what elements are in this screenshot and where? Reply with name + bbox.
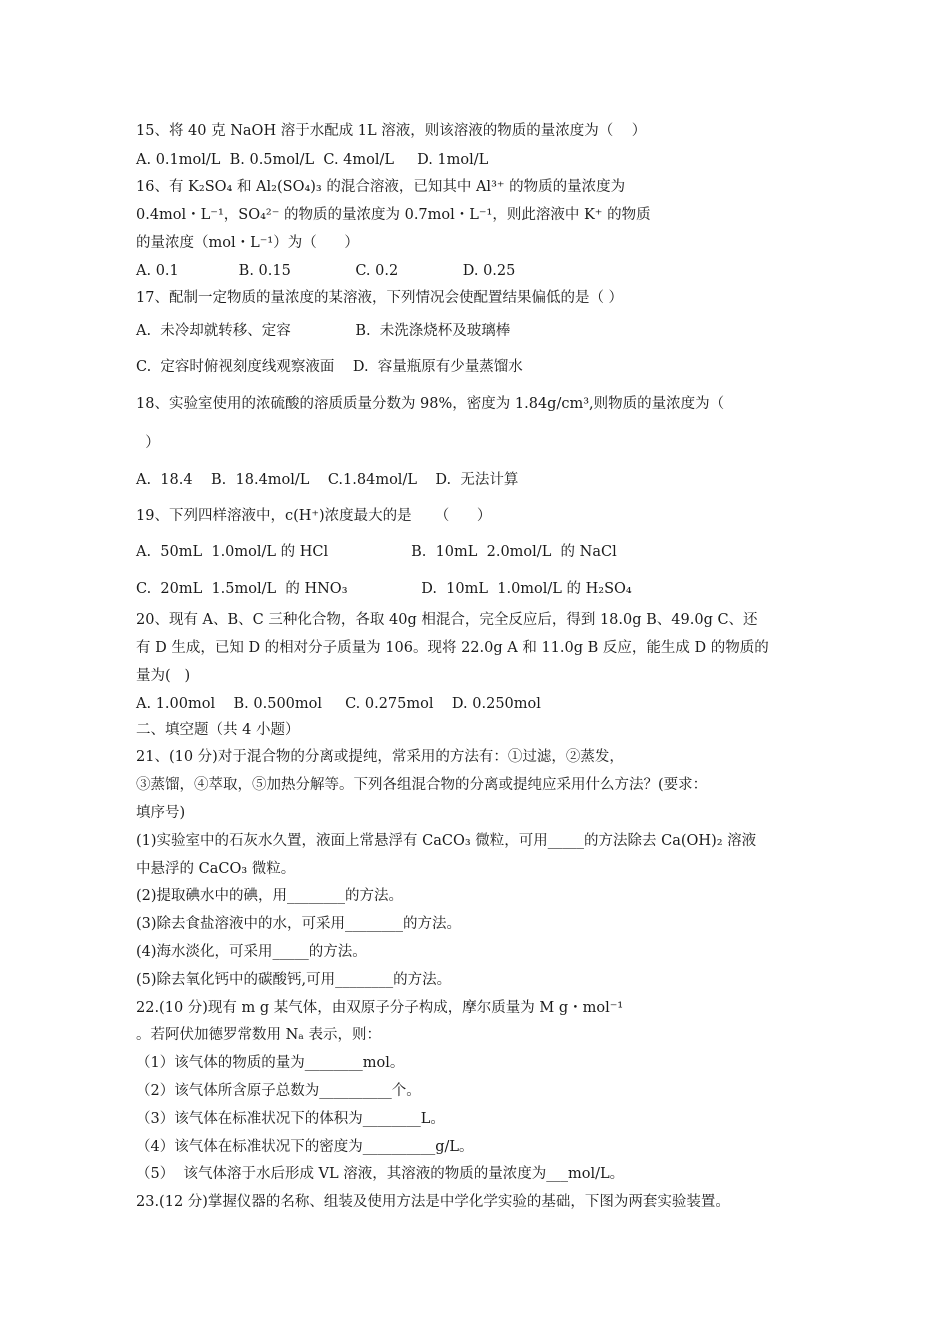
section-fill-in-title: 二、填空题（共 4 小题） xyxy=(136,722,300,738)
q22-item2: （2）该气体所含原子总数为__________个。 xyxy=(136,1083,421,1099)
q17-stem: 17、配制一定物质的量浓度的某溶液，下列情况会使配置结果偏低的是（ ） xyxy=(136,290,624,306)
q18-options: A. 18.4 B. 18.4mol/L C.1.84mol/L D. 无法计算 xyxy=(136,472,519,488)
q22-stem-line1: 22.(10 分)现有 m g 某气体，由双原子分子构成，摩尔质量为 M g・mol⁻¹ xyxy=(136,1000,624,1016)
q23-stem: 23.(12 分)掌握仪器的名称、组装及使用方法是中学化学实验的基础，下图为两套实验装置。 xyxy=(136,1194,730,1210)
q18-stem-cont: ） xyxy=(136,435,160,451)
q21-item2: (2)提取碘水中的碘，用________的方法。 xyxy=(136,888,404,904)
q22-item5: （5） 该气体溶于水后形成 VL 溶液，其溶液的物质的量浓度为___mol/L。 xyxy=(136,1166,625,1182)
q22-item3: （3）该气体在标准状况下的体积为________L。 xyxy=(136,1111,445,1127)
q21-stem-line1: 21、(10 分)对于混合物的分离或提纯，常采用的方法有：①过滤，②蒸发， xyxy=(136,749,624,765)
q20-stem-line3: 量为( ) xyxy=(136,668,191,684)
q21-stem-line3: 填序号) xyxy=(136,805,186,821)
q17-options-cd: C. 定容时俯视刻度线观察液面 D. 容量瓶原有少量蒸馏水 xyxy=(136,359,523,375)
q21-item4: (4)海水淡化，可采用_____的方法。 xyxy=(136,944,367,960)
q21-item3: (3)除去食盐溶液中的水，可采用________的方法。 xyxy=(136,916,462,932)
q15-stem: 15、将 40 克 NaOH 溶于水配成 1L 溶液，则该溶液的物质的量浓度为（ ） xyxy=(136,123,647,139)
q16-stem-line1: 16、有 K₂SO₄ 和 Al₂(SO₄)₃ 的混合溶液，已知其中 Al³⁺ 的物质的量浓度为 xyxy=(136,179,626,195)
q16-options: A. 0.1 B. 0.15 C. 0.2 D. 0.25 xyxy=(136,263,516,279)
q15-options: A. 0.1mol/L B. 0.5mol/L C. 4mol/L D. 1mol/L xyxy=(136,152,489,168)
q22-stem-line2: 。若阿伏加德罗常数用 Nₐ 表示，则： xyxy=(136,1027,381,1043)
q16-stem-line3: 的量浓度（mol・L⁻¹）为（ ） xyxy=(136,235,359,251)
q21-item5: (5)除去氧化钙中的碳酸钙,可用________的方法。 xyxy=(136,972,452,988)
q22-item4: （4）该气体在标准状况下的密度为__________g/L。 xyxy=(136,1139,474,1155)
q17-options-ab: A. 未冷却就转移、定容 B. 未洗涤烧杯及玻璃棒 xyxy=(136,323,511,339)
q19-options-ab: A. 50mL 1.0mol/L 的 HCl B. 10mL 2.0mol/L 的 NaCl xyxy=(136,544,617,560)
q18-stem: 18、实验室使用的浓硫酸的溶质质量分数为 98%，密度为 1.84g/cm³,则物质的量浓度为（ xyxy=(136,396,725,412)
q22-item1: （1）该气体的物质的量为________mol。 xyxy=(136,1055,405,1071)
q21-item1-line2: 中悬浮的 CaCO₃ 微粒。 xyxy=(136,861,296,877)
q20-options: A. 1.00mol B. 0.500mol C. 0.275mol D. 0.250mol xyxy=(136,696,541,712)
q19-options-cd: C. 20mL 1.5mol/L 的 HNO₃ D. 10mL 1.0mol/L 的 H₂SO₄ xyxy=(136,581,632,597)
q19-stem: 19、下列四样溶液中，c(H⁺)浓度最大的是 （ ） xyxy=(136,508,492,524)
q16-stem-line2: 0.4mol・L⁻¹，SO₄²⁻ 的物质的量浓度为 0.7mol・L⁻¹，则此溶液中 K⁺ 的物质 xyxy=(136,207,651,223)
q21-stem-line2: ③蒸馏，④萃取，⑤加热分解等。下列各组混合物的分离或提纯应采用什么方法？(要求： xyxy=(136,777,708,793)
q21-item1-line1: (1)实验室中的石灰水久置，液面上常悬浮有 CaCO₃ 微粒，可用_____的方法除去 Ca(OH)₂ 溶液 xyxy=(136,833,757,849)
q20-stem-line1: 20、现有 A、B、C 三种化合物，各取 40g 相混合，完全反应后，得到 18.0g B、49.0g C、还 xyxy=(136,612,758,628)
q20-stem-line2: 有 D 生成，已知 D 的相对分子质量为 106。现将 22.0g A 和 11.0g B 反应，能生成 D 的物质的 xyxy=(136,640,769,656)
